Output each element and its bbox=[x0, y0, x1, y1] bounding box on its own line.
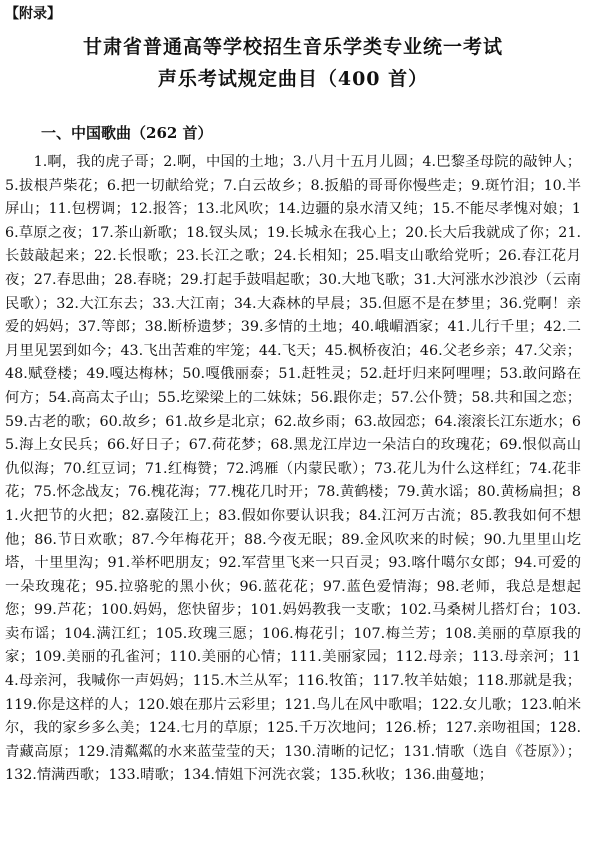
appendix-tag: 【附录】 bbox=[5, 6, 61, 22]
document-title: 甘肃省普通高等学校招生音乐学类专业统一考试 bbox=[82, 36, 503, 58]
document-subtitle: 声乐考试规定曲目（400 首） bbox=[157, 68, 429, 90]
section-heading: 一、中国歌曲（262 首） bbox=[41, 124, 213, 142]
song-list-paragraph: 1.啊，我的虎子哥；2.啊，中国的土地；3.八月十五月儿圆；4.巴黎圣母院的敲钟人；5.拔根芦柴花；6.把一切献给党；7.白云故乡；8.扳船的哥哥你慢些走；9.斑竹泪；10.半屏山；11.包楞调；12.报答；13.北风吹；14.边疆的泉水清又纯；15.不能尽孝愧对娘；16.草原之夜；17.茶山新歌；18.钗头凤；19.长城永在我心上；20.长大后我就成了你；21.长鼓敲起来；22.长恨歌；23.长江之歌；24.长相知；25.唱支山歌给党听；26.春江花月夜；27.春思曲；28.春晓；29.打起手鼓唱起歌；30.大地飞歌；31.大河涨水沙浪沙（云南民歌）；32.大江东去；33.大江南；34.大森林的早晨；35.但愿不是在梦里；36.党啊！亲爱的妈妈；37.等郎；38.断桥遗梦；39.多情的土地；40.峨嵋酒家；41.儿行千里；42.二月里见罢到如今；43.飞出苦难的牢笼；44.飞天；45.枫桥夜泊；46.父老乡亲；47.父亲；48.赋登楼；49.嘎达梅林；50.嘎俄丽泰；51.赶牲灵；52.赶圩归来阿哩哩；53.敢问路在何方；54.高高太子山；55.圪梁梁上的二妹妹；56.跟你走；57.公仆赞；58.共和国之恋；59.古老的歌；60.故乡；61.故乡是北京；62.故乡雨；63.故园恋；64.滚滚长江东逝水；65.海上女民兵；66.好日子；67.荷花梦；68.黑龙江岸边一朵洁白的玫瑰花；69.恨似高山仇似海；70.红豆词；71.红梅赞；72.鸿雁（内蒙民歌）；73.花儿为什么这样红；74.花非花；75.怀念战友；76.槐花海；77.槐花几时开；78.黄鹤楼；79.黄水谣；80.黄杨扁担；81.火把节的火把；82.嘉陵江上；83.假如你要认识我；84.江河万古流；85.教我如何不想他；86.节日欢歌；87.今年梅花开；88.今夜无眠；89.金风吹来的时候；90.九里里山圪塔，十里里沟；91.举杯吧朋友；92.军营里飞来一只百灵；93.喀什噶尔女郎；94.可爱的一朵玫瑰花；95.拉骆驼的黑小伙；96.蓝花花；97.蓝色爱情海；98.老师，我总是想起您；99.芦花；100.妈妈，您快留步；101.妈妈教我一支歌；102.马桑树儿搭灯台；103.卖布谣；104.满江红；105.玫瑰三愿；106.梅花引；107.梅兰芳；108.美丽的草原我的家；109.美丽的孔雀河；110.美丽的心情；111.美丽家园；112.母亲；113.母亲河；114.母亲河，我喊你一声妈妈；115.木兰从军；116.牧笛；117.牧羊姑娘；118.那就是我；119.你是这样的人；120.娘在那片云彩里；121.鸟儿在风中歌唱；122.女儿歌；123.帕米尔，我的家乡多么美；124.七月的草原；125.千万次地问；126.桥；127.亲吻祖国；128.青藏高原；129.清粼粼的水来蓝莹莹的天；130.清晰的记忆；131.情歌（选自《苍原》）；132.情满西歌；133.晴歌；134.情姐下河洗衣裳；135.秋收；136.曲蔓地； bbox=[5, 154, 581, 784]
